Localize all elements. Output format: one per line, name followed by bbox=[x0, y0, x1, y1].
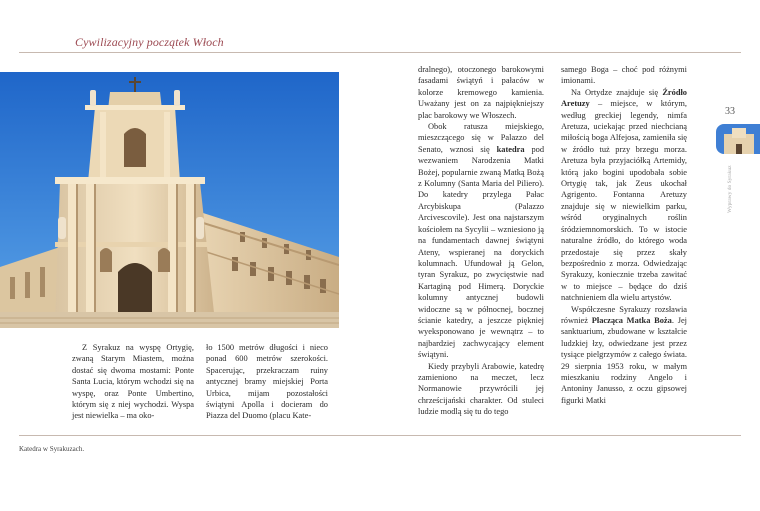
bold-term: Płacząca Matka Boża bbox=[591, 315, 672, 325]
bold-term: Źródło Aretuzy bbox=[561, 87, 687, 109]
text-column-4 bbox=[561, 64, 687, 406]
paragraph: Kiedy przybyli Arabowie, katedrę zamieniono na meczet, lecz Normanowie przywrócili jej chrześcijański charakter. Od stuleci ludzie modlą się tu do tego bbox=[418, 361, 544, 417]
cathedral-photo bbox=[0, 72, 339, 328]
paragraph: dralnego), otoczonego barokowymi fasadami świątyń i pałaców w kolorze kremowego kamienia. Uważany jest on za najpiękniejszy plac barokowy we Włoszech. bbox=[418, 65, 544, 120]
text-column-1 bbox=[72, 342, 194, 422]
paragraph: Obok ratusza miejskiego, mieszczącego się w Palazzo del Senato, wznosi się katedra pod wezwaniem Narodzenia Matki Bożej, popularnie zwaną Matką Bożą z Kolumny (Santa Maria del Piliero). Do katedry przylega Pałac Arcybiskupa (Palazzo Arcivescovile). Jest ona najstarszym kościołem na Sycylii – wzniesiono ją na fundamentach dawnej świątyni Ateny, wspieranej na doryckich kolumnach. Ufundował ją Gelon, tyran Syrakuz, po zwycięstwie nad Kartaginą pod Himerą. Doryckie kolumny antycznej budowli widoczne są w północnej, bocznej ścianie katedry, a jeszcze piękniej wyeksponowano je wewnątrz – to najbardziej zachwycający element świątyni. bbox=[418, 122, 545, 360]
running-header-title: Cywilizacyjny początek Włoch bbox=[75, 35, 224, 49]
side-section-label: Wyprawy do Syrakuz bbox=[727, 165, 733, 213]
text-column-2 bbox=[206, 342, 328, 422]
header-divider bbox=[19, 52, 741, 53]
paragraph: ło 1500 metrów długości i nieco ponad 600 metrów szerokości. Spacerując, przekraczam ruiny antycznej bramy miejskiej Porta Urbica, mijam pozostałości świątyni Apolla i docieram do Piazza del Duomo (placu Kate- bbox=[206, 343, 328, 421]
text-column-3 bbox=[418, 64, 544, 418]
paragraph: Na Ortydze znajduje się Źródło Aretuzy – miejsce, w którym, według greckiej legendy, nimfa Aretuza, uciekając przed niechcianą miłością boga Alfejosa, zamieniła się w źródło tuż przy brzegu morza. Aretuza była przyjaciółką Artemidy, którą jako bogini upodobała sobie Ortygię tak, jak Zeus ukochał Agrigento. Fontanna Aretuzy znajduje się w niewielkim parku, wśród oryginalnych roślin śródziemnomorskich. To w istocie naturalne źródło, do którego woda przedostaje się przez skały bezpośrednio z morza. Odwiedzając Syrakuzy, koniecznie trzeba zawitać w to miejsce – będące do dziś natchnieniem dla wielu artystów. bbox=[561, 87, 687, 303]
page-number: 33 bbox=[725, 106, 735, 117]
paragraph: Z Syrakuz na wyspę Ortygię, zwaną Starym Miastem, można dostać się dwoma mostami: Ponte Santa Lucia, którym wchodzi się na wyspę, oraz Ponte Umbertino, którym się z niej wychodzi. Wyspa jest niewielka – ma oko- bbox=[72, 343, 194, 421]
paragraph: samego Boga – choć pod różnymi imionami. bbox=[561, 65, 687, 86]
photo-caption: Katedra w Syrakuzach. bbox=[19, 445, 85, 453]
thumbnail-tab bbox=[716, 124, 760, 154]
footer-divider bbox=[19, 435, 741, 436]
bold-term: katedra bbox=[496, 144, 525, 154]
paragraph: Współczesne Syrakuzy rozsławia również Płacząca Matka Boża. Jej sanktuarium, zbudowane w kształcie ludzkiej łzy, odwiedzane jest przez tysiące pielgrzymów z całego świata. 29 sierpnia 1953 roku, w małym mieszkaniu rodziny Angelo i Antoniny Janusso, z oczu gipsowej figurki Matki bbox=[561, 304, 688, 405]
